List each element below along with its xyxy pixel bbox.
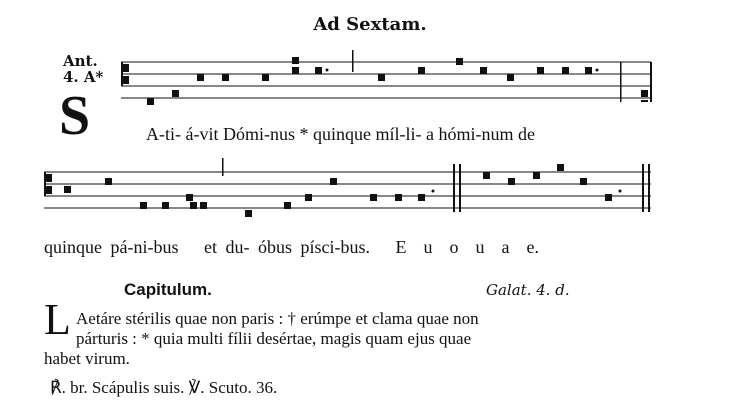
capitulum-heading: Capitulum. xyxy=(124,280,212,299)
antiphon-label-ant: Ant. xyxy=(63,52,98,70)
syllable: a xyxy=(426,124,434,144)
capitulum-line-1: Aetáre stérilis quae non paris : † erúmpe et clama quae non xyxy=(76,309,479,328)
syllable: písci-bus. xyxy=(300,237,370,257)
syllable: de xyxy=(518,124,535,144)
syllable: E xyxy=(395,237,407,257)
capitulum-line-2: párturis : * quia multi fílii desértae, magis quam ejus quae xyxy=(76,329,472,348)
syllable: A-ti- xyxy=(146,124,181,144)
syllable: óbus xyxy=(257,237,292,257)
responsory: ℟. br. Scápulis suis. ℣. Scuto. 36. xyxy=(50,378,278,397)
syllable: a xyxy=(501,237,510,257)
capitulum-line-3: habet virum. xyxy=(44,349,130,368)
syllable: míl-li- xyxy=(375,124,422,144)
lyric-line-2 xyxy=(44,237,539,258)
neumes-staff-1 xyxy=(147,50,652,105)
antiphon-initial: S xyxy=(59,85,91,147)
syllable: e. xyxy=(526,237,539,257)
syllable: du- xyxy=(225,237,250,257)
syllable: o xyxy=(449,237,459,257)
syllable: u xyxy=(423,237,433,257)
syllable: quinque xyxy=(313,124,371,144)
syllable: u xyxy=(475,237,485,257)
staff-2 xyxy=(44,172,651,208)
syllable: á-vit xyxy=(185,124,219,144)
syllable: quinque xyxy=(44,237,102,257)
syllable: pá-ni-bus xyxy=(110,237,179,257)
syllable: et xyxy=(203,237,217,257)
syllable: * xyxy=(299,124,309,144)
capitulum-initial: L xyxy=(44,295,71,344)
capitulum-reference: Galat. 4. d. xyxy=(486,281,570,299)
antiphon-label-mode: 4. A* xyxy=(63,68,104,86)
office-title: Ad Sextam. xyxy=(313,14,427,35)
lyric-line-1 xyxy=(146,124,535,145)
syllable: hómi-num xyxy=(438,124,514,144)
syllable: Dómi-nus xyxy=(223,124,295,144)
